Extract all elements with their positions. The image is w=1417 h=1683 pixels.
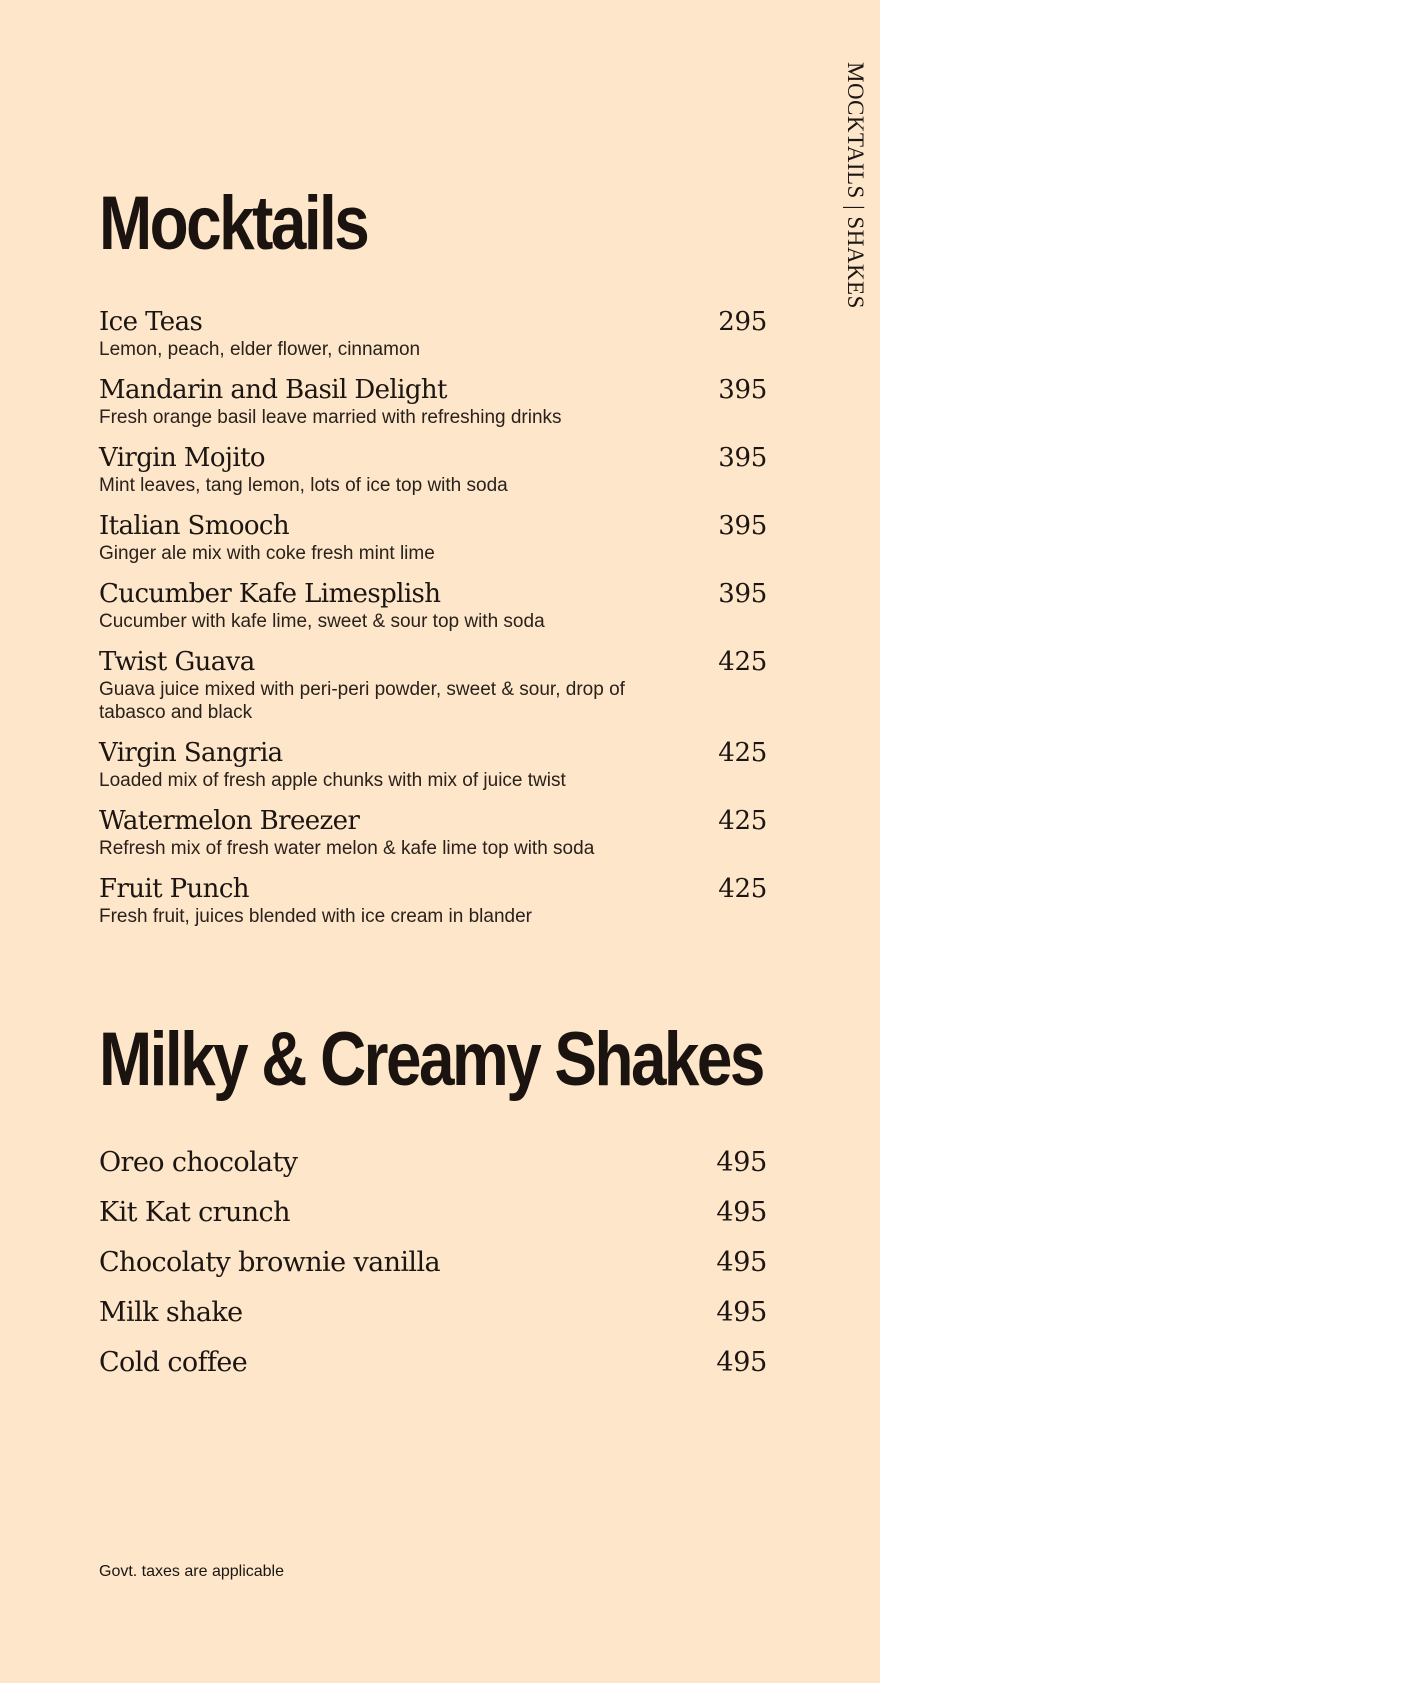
shakes-list xyxy=(99,1146,767,1380)
menu-item xyxy=(99,442,767,497)
menu-item xyxy=(99,1296,767,1330)
item-price: 295 xyxy=(718,307,767,337)
item-name: Twist Guava xyxy=(99,647,255,677)
item-description: Guava juice mixed with peri-peri powder, sweet & sour, drop of tabasco and black xyxy=(99,679,625,723)
item-price: 395 xyxy=(718,443,767,473)
item-price: 425 xyxy=(718,806,767,836)
item-description: Fresh orange basil leave married with refreshing drinks xyxy=(99,407,562,428)
item-price: 495 xyxy=(716,1297,767,1328)
item-name: Fruit Punch xyxy=(99,874,249,904)
mocktails-title: Mocktails xyxy=(99,181,368,266)
tax-footnote: Govt. taxes are applicable xyxy=(99,1563,284,1580)
item-price: 495 xyxy=(716,1197,767,1228)
item-description: Ginger ale mix with coke fresh mint lime xyxy=(99,543,435,564)
item-description: Loaded mix of fresh apple chunks with mix of juice twist xyxy=(99,770,566,791)
menu-item xyxy=(99,737,767,792)
shakes-title: Milky & Creamy Shakes xyxy=(99,1017,763,1102)
item-name: Virgin Mojito xyxy=(99,443,265,473)
item-name: Milk shake xyxy=(99,1297,243,1328)
item-name: Cucumber Kafe Limesplish xyxy=(99,579,441,609)
menu-item xyxy=(99,1346,767,1380)
menu-item xyxy=(99,873,767,928)
item-price: 395 xyxy=(718,579,767,609)
item-name: Virgin Sangria xyxy=(99,738,283,768)
mocktails-list xyxy=(99,306,767,928)
side-tab-label: MOCKTAILS | SHAKES xyxy=(843,62,868,309)
item-price: 425 xyxy=(718,647,767,677)
item-name: Oreo chocolaty xyxy=(99,1147,298,1178)
menu-item xyxy=(99,510,767,565)
item-name: Chocolaty brownie vanilla xyxy=(99,1247,440,1278)
item-description: Fresh fruit, juices blended with ice cream in blander xyxy=(99,906,532,927)
item-description: Refresh mix of fresh water melon & kafe lime top with soda xyxy=(99,838,595,859)
item-name: Cold coffee xyxy=(99,1347,248,1378)
item-name: Ice Teas xyxy=(99,307,203,337)
item-price: 425 xyxy=(718,738,767,768)
menu-item xyxy=(99,1196,767,1230)
item-price: 395 xyxy=(718,511,767,541)
item-description: Mint leaves, tang lemon, lots of ice top with soda xyxy=(99,475,508,496)
menu-item xyxy=(99,306,767,361)
item-name: Italian Smooch xyxy=(99,511,290,541)
menu-item xyxy=(99,1146,767,1180)
menu-item xyxy=(99,1246,767,1280)
menu-item xyxy=(99,374,767,429)
item-name: Mandarin and Basil Delight xyxy=(99,375,447,405)
item-description: Lemon, peach, elder flower, cinnamon xyxy=(99,339,421,360)
menu-item xyxy=(99,805,767,860)
item-description: Cucumber with kafe lime, sweet & sour top with soda xyxy=(99,611,545,632)
mocktails-section xyxy=(99,181,767,941)
item-name: Watermelon Breezer xyxy=(99,806,360,836)
item-price: 495 xyxy=(716,1147,767,1178)
item-price: 495 xyxy=(716,1247,767,1278)
item-price: 395 xyxy=(718,375,767,405)
item-price: 425 xyxy=(718,874,767,904)
item-price: 495 xyxy=(716,1347,767,1378)
menu-item xyxy=(99,578,767,633)
item-name: Kit Kat crunch xyxy=(99,1197,290,1228)
shakes-section xyxy=(99,1017,767,1396)
menu-item xyxy=(99,646,767,724)
